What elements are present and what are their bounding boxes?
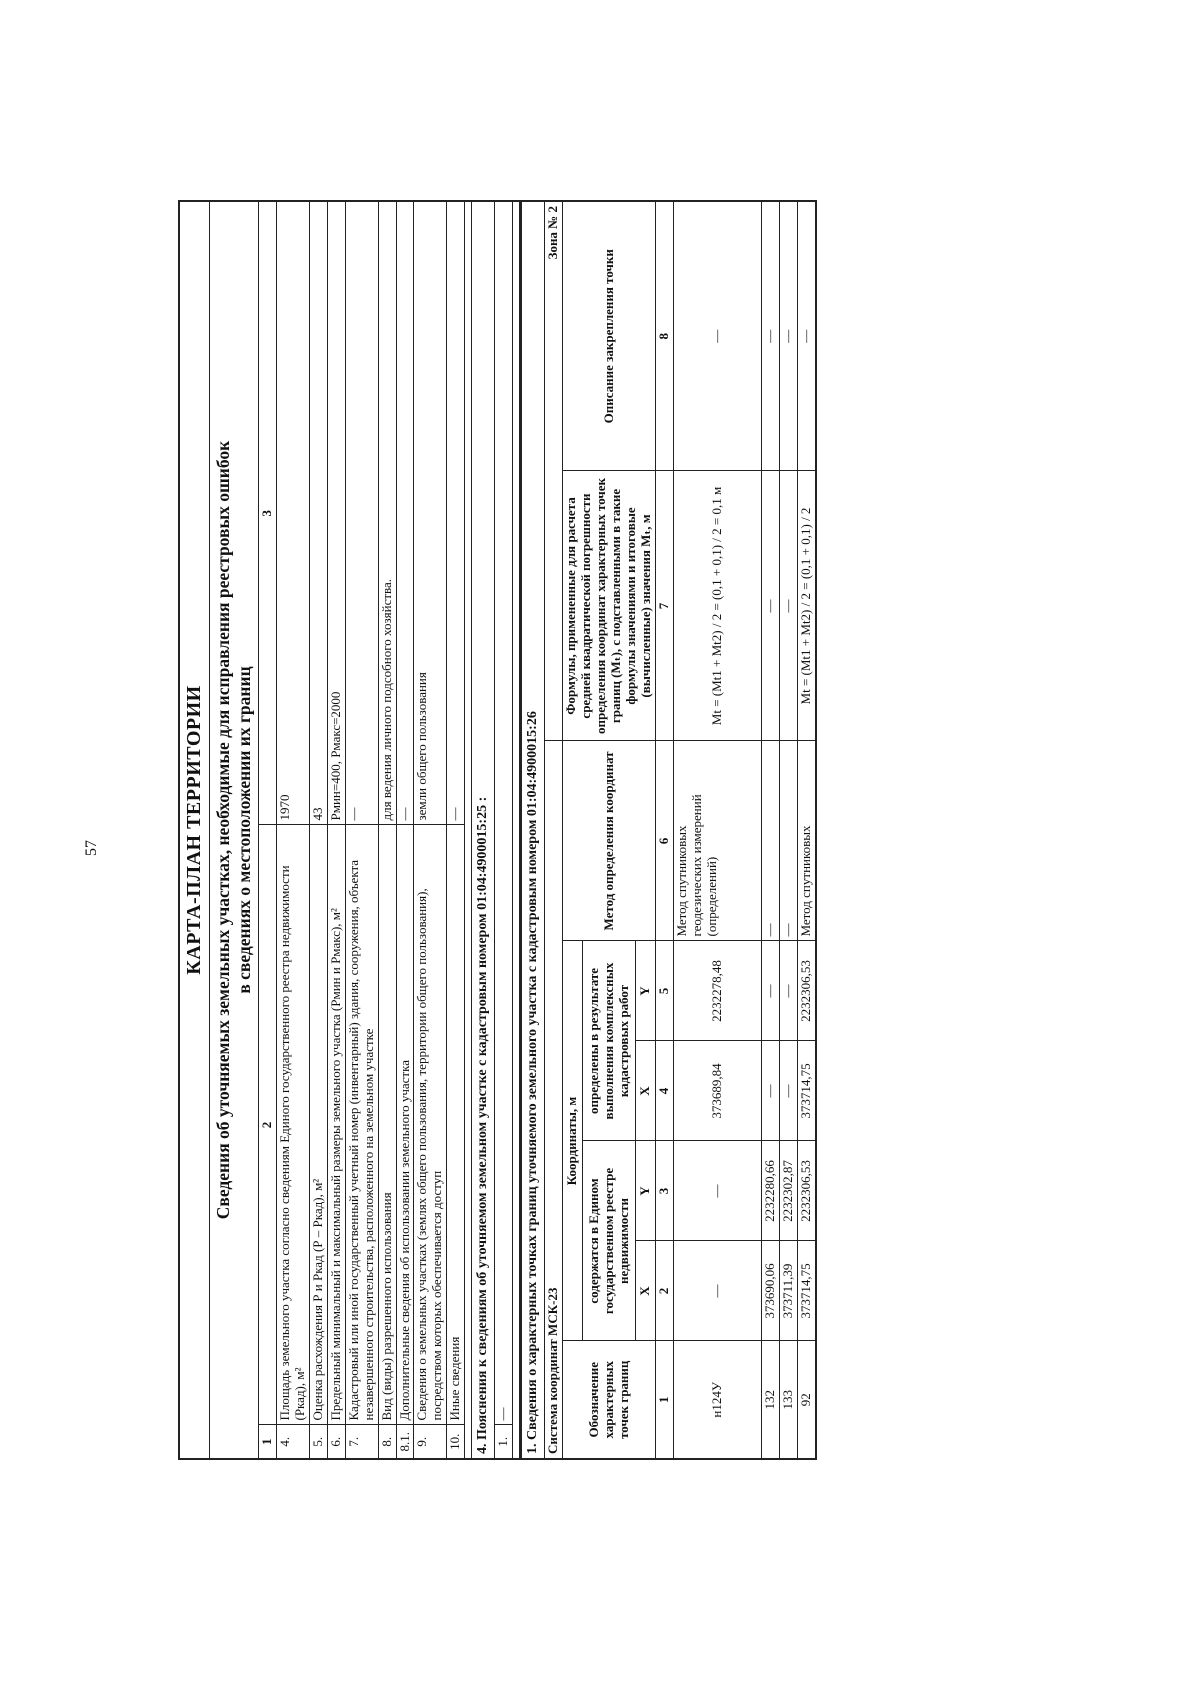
row-num: 5. [309,1425,327,1459]
section-4-title: 4. Пояснения к сведениям об уточняемом земельном участке с кадастровым номером 01:04:4900015:25 : [472,201,495,1459]
point-id: 92 [797,1341,815,1459]
section-1-title: 1. Сведения о характерных точках границ уточняемого земельного участка с кадастровым номером 01:04:4900015:26 [522,201,545,1459]
row-value: 43 [309,201,327,825]
y-egrn: — [673,1141,761,1241]
info-row [327,201,345,1459]
h-y-egrn: Y [636,1141,656,1241]
col-num: 8 [655,201,673,471]
h-description: Описание закрепления точки [563,201,656,471]
col-header-3: 3 [259,201,277,825]
rotated-document [178,200,1035,1460]
col-num: 3 [655,1141,673,1241]
description: — [779,201,797,471]
y-det: — [779,941,797,1041]
page-number: 57 [83,840,100,856]
method: Метод спутниковых [797,741,815,941]
y-egrn: 2232302,87 [779,1141,797,1241]
x-egrn: 373714,75 [797,1241,815,1341]
h-designation: Обозначение характерных точек границ [563,1341,656,1459]
table-row [797,201,815,1459]
row-num: 8.1. [396,1425,414,1459]
subtitle-line-2: в сведениях о местоположении их границ [234,666,254,994]
row-num: 6. [327,1425,345,1459]
row-value: 1970 [276,201,309,825]
col-num: 2 [655,1241,673,1341]
section-4-row-num: 1. [495,1425,513,1459]
row-num: 4. [276,1425,309,1459]
row-num: 7. [345,1425,378,1459]
x-det: 373714,75 [797,1041,815,1141]
x-egrn: 373711,39 [779,1241,797,1341]
section-4-row-value: — [495,201,513,1425]
h-y-det: Y [636,941,656,1041]
row-label: Иные сведения [447,825,465,1425]
row-value: — [447,201,465,825]
row-value: земли общего пользования [414,201,447,825]
h-x-det: X [636,1041,656,1141]
coord-system: Система координат МСК-23 [545,741,563,1459]
formula: — [779,471,797,741]
h-method: Метод определения координат [563,741,656,941]
point-id: 133 [779,1341,797,1459]
y-det: 2232278,48 [673,941,761,1041]
description: — [673,201,761,471]
document-title: КАРТА-ПЛАН ТЕРРИТОРИИ [179,201,210,1459]
col-num: 6 [655,741,673,941]
formula: Mt = (Mt1 + Mt2) / 2 = (0,1 + 0,1) / 2 [797,471,815,741]
y-det: — [761,941,779,1041]
h-x-egrn: X [636,1241,656,1341]
description: — [797,201,815,471]
info-row [276,201,309,1459]
col-num: 5 [655,941,673,1041]
row-num: 9. [414,1425,447,1459]
table-row [673,201,761,1459]
info-row [378,201,396,1459]
method: — [761,741,779,941]
col-num: 4 [655,1041,673,1141]
table-row [761,201,779,1459]
row-num: 10. [447,1425,465,1459]
x-det: — [761,1041,779,1141]
info-row [414,201,447,1459]
section-4-row [495,201,513,1459]
row-value: для ведения личного подсобного хозяйства. [378,201,396,825]
method: Метод спутниковых геодезических измерений (определений) [673,741,761,941]
y-egrn: 2232306,53 [797,1141,815,1241]
col-num: 1 [655,1341,673,1459]
row-label: Предельный минимальный и максимальный размеры земельного участка (Рмин и Рмакс), м² [327,825,345,1425]
row-label: Дополнительные сведения об использовании земельного участка [396,825,414,1425]
info-row [345,201,378,1459]
col-num: 7 [655,471,673,741]
row-value: Рмин=400, Рмакс=2000 [327,201,345,825]
formula: — [761,471,779,741]
info-row [447,201,465,1459]
info-table [178,200,521,1460]
h-determined: определены в результате выполнения комплексных кадастровых работ [583,941,636,1141]
formula: Mt = (Mt1 + Mt2) / 2 = (0,1 + 0,1) / 2 = 0,1 м [673,471,761,741]
x-egrn: 373690,06 [761,1241,779,1341]
row-value: — [396,201,414,825]
row-label: Сведения о земельных участках (землях общего пользования, территории общего пользования), посредством которых обеспечивается доступ [414,825,447,1425]
y-egrn: 2232280,66 [761,1141,779,1241]
x-egrn: — [673,1241,761,1341]
table-row [779,201,797,1459]
h-egrn: содержатся в Едином государственном реестре недвижимости [583,1141,636,1341]
row-value: — [345,201,378,825]
x-det: 373689,84 [673,1041,761,1141]
subtitle-line-1: Сведения об уточняемых земельных участках, необходимые для исправления реестровых ошибок [213,440,233,1220]
row-num: 8. [378,1425,396,1459]
points-table [521,200,816,1460]
method: — [779,741,797,941]
point-id: 132 [761,1341,779,1459]
x-det: — [779,1041,797,1141]
row-label: Кадастровый или иной государственный учетный номер (инвентарный) здания, сооружения, объекта незавершенного строительства, расположенного на земельном участке [345,825,378,1425]
h-coords: Координаты, м [563,941,583,1341]
row-label: Вид (виды) разрешенного использования [378,825,396,1425]
zone: Зона № 2 [545,201,563,741]
description: — [761,201,779,471]
row-label: Оценка расхождения Р и Ркад (Р – Ркад), м² [309,825,327,1425]
info-row [396,201,414,1459]
document-subtitle [210,201,259,1459]
point-id: н124У [673,1341,761,1459]
col-header-2: 2 [259,825,277,1425]
info-row [309,201,327,1459]
h-formula: Формулы, примененные для расчета средней квадратической погрешности определения координат характерных точек границ (Mₜ), с подставленными в такие формулы значениями и итоговые (вычисленные) значения Mₜ, м [563,471,656,741]
row-label: Площадь земельного участка согласно сведениям Единого государственного реестра недвижимости (Ркад), м² [276,825,309,1425]
col-header-1: 1 [259,1425,277,1459]
y-det: 2232306,53 [797,941,815,1041]
